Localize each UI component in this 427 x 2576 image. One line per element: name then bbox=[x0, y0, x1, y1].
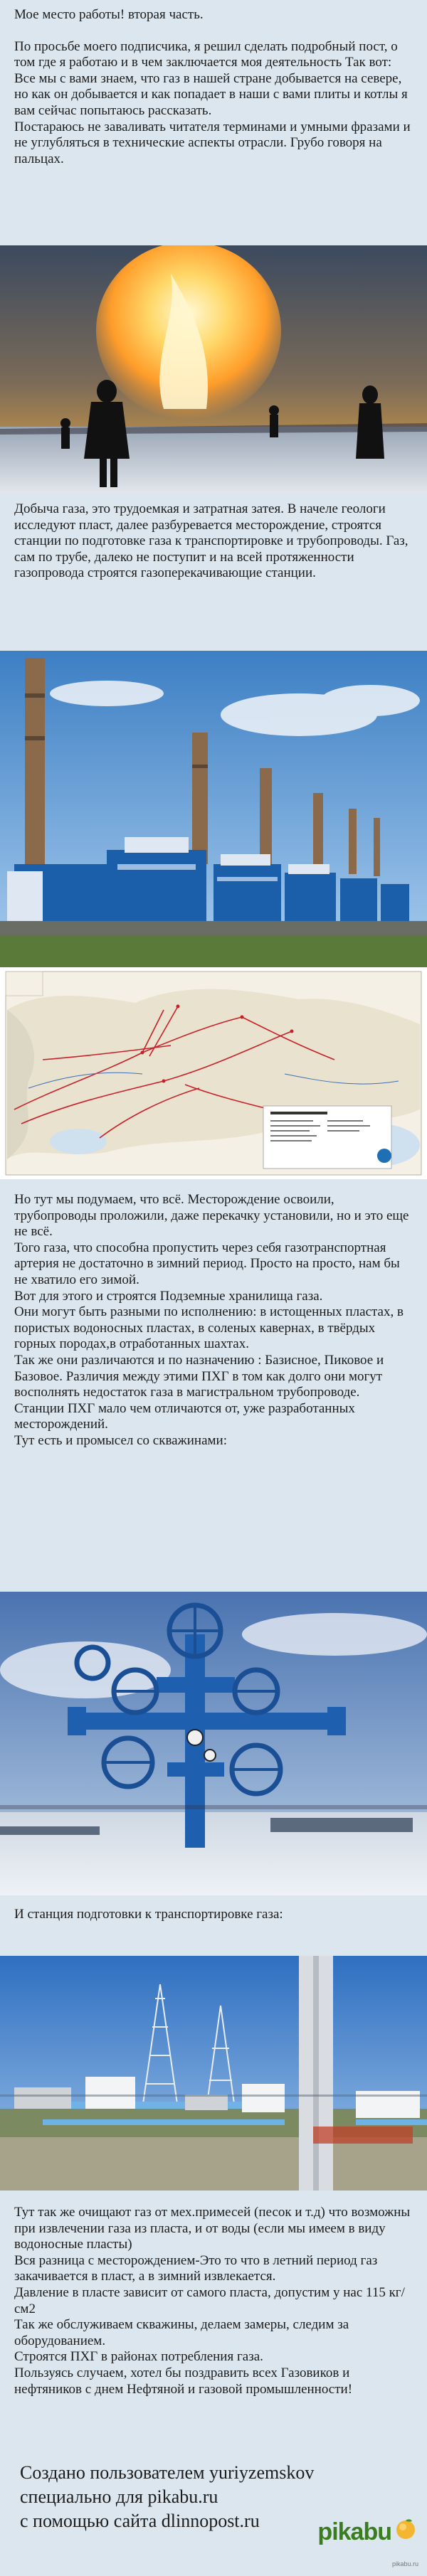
pikabu-logo[interactable] bbox=[317, 2518, 417, 2546]
storage-text-block bbox=[0, 1179, 427, 1592]
intro-text-block bbox=[0, 0, 427, 245]
station-caption-block bbox=[0, 1895, 427, 1956]
closing-text-block bbox=[0, 2191, 427, 2447]
paragraph: Добыча газа, это трудоемкая и затратная затея. В начеле геологи исследуют пласт, далее разбуревается месторождение, строятся станции по подготовке газа к транспортировке и трубопроводы. Газ, сам по трубе, далеко не поступит и на всей протяженности газопровода строятся газоперекачивающие станции. bbox=[14, 501, 408, 581]
paragraph: Станции ПХГ мало чем отличаются от, уже разработанных месторождений. bbox=[14, 1400, 355, 1432]
compressor-station-photo bbox=[0, 651, 427, 967]
pipeline-map-image bbox=[0, 967, 427, 1179]
paragraph: Пользуясь случаем, хотел бы поздравить всех Газовиков и нефтяников с днем Нефтяной и газовой промышленности! bbox=[14, 2365, 353, 2397]
production-text-block bbox=[0, 493, 427, 651]
paragraph: Все мы с вами знаем, что газ в нашей стране добывается на севере, но как он добывается и как попадает в наши с вами плиты и котлы я вам сейчас попытаюсь рассказать. bbox=[14, 70, 408, 118]
pikabu-logo-text: pikabu bbox=[317, 2518, 391, 2545]
post-footer bbox=[0, 2447, 427, 2567]
pikabu-peach-icon bbox=[394, 2518, 417, 2547]
paragraph: Тут есть и промысел со скважинами: bbox=[14, 1432, 227, 1448]
paragraph: Того газа, что способна пропустить через себя газотранспортная артерия не достаточно в зимний период. Просто на просто, нам бы не хватило его зимой. bbox=[14, 1240, 400, 1287]
paragraph: Так же обслуживаем скважины, делаем замеры, следим за оборудованием. bbox=[14, 2317, 349, 2348]
treatment-station-photo bbox=[0, 1956, 427, 2191]
footer-made-with[interactable]: с помощью сайта dlinnopost.ru bbox=[20, 2511, 260, 2531]
paragraph: Строятся ПХГ в районах потребления газа. bbox=[14, 2349, 263, 2365]
paragraph: Так же они различаются и по назначению : Базисное, Пиковое и Базовое. Различия между этими ПХГ в том как долго они могут восполнять недостаток газа в магистральном трубопроводе. bbox=[14, 1352, 384, 1400]
footer-author: Создано пользователем yuriyzemskov bbox=[20, 2462, 315, 2483]
paragraph: Вся разница с месторождением-Это то что в летний период газ закачивается в пласт, а в зимний извлекается. bbox=[14, 2252, 378, 2284]
gas-flare-photo bbox=[0, 245, 427, 493]
paragraph: По просьбе моего подписчика, я решил сделать подробный пост, о том где я работаю и в чем заключается моя деятельность Так вот: bbox=[14, 38, 398, 70]
wellhead-photo bbox=[0, 1592, 427, 1895]
paragraph: Но тут мы подумаем, что всё. Месторождение освоили, трубопроводы проложили, даже перекачку установили, но и это еще не всё. bbox=[14, 1192, 409, 1240]
paragraph: И станция подготовки к транспортировке газа: bbox=[14, 1907, 283, 1922]
paragraph: Тут так же очищают газ от мех.примесей (песок и т.д) что возможны при извлечении газа из пласта, и от воды (если мы имеем в виду водоносные пласты) bbox=[14, 2205, 411, 2252]
footer-for-site: специально для pikabu.ru bbox=[20, 2486, 218, 2507]
paragraph: Постараюсь не заваливать читателя терминами и умными фразами и не углубляться в технические аспекты отрасли. Грубо говоря на пальцах. bbox=[14, 119, 411, 166]
paragraph: Они могут быть разными по исполнению: в истощенных пластах, в пористых водоносных пластах, в соленых кавернах, в твёрдых горных породах,в отработанных шахтах. bbox=[14, 1304, 404, 1352]
paragraph: Давление в пласте зависит от самого пласта, допустим у нас 115 кг/см2 bbox=[14, 2284, 405, 2316]
post-title: Мое место работы! вторая часть. bbox=[14, 7, 204, 22]
pikabu-domain-small: pikabu.ru bbox=[391, 2560, 418, 2567]
paragraph: Вот для этого и строятся Подземные хранилища газа. bbox=[14, 1288, 323, 1304]
